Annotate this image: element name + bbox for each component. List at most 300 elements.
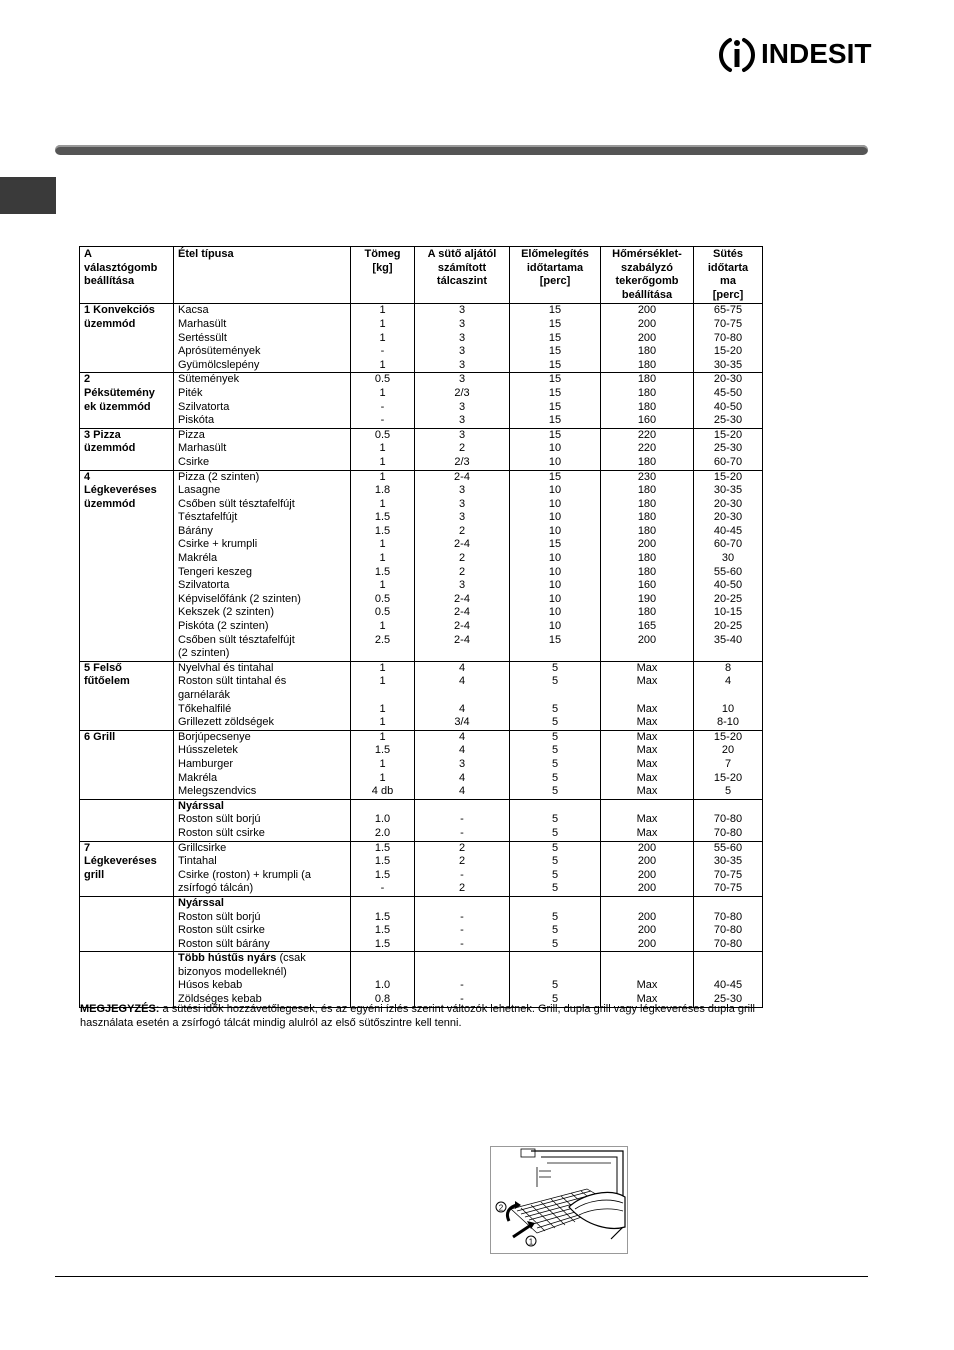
cell-line: 5 bbox=[551, 868, 559, 881]
table-row bbox=[80, 373, 763, 428]
cell-line: 35-40 bbox=[713, 633, 743, 646]
cell-line bbox=[419, 689, 505, 703]
cell-line: 1 bbox=[379, 771, 386, 784]
cell-line: 1 bbox=[379, 661, 386, 674]
cell-line: 5 Felső bbox=[84, 661, 122, 674]
cell-time bbox=[694, 304, 763, 373]
cell-line: 15 bbox=[548, 331, 562, 344]
cell-weight bbox=[351, 896, 415, 951]
cell-line: Kekszek (2 szinten) bbox=[178, 606, 274, 619]
cell-mode bbox=[80, 661, 174, 730]
table-row bbox=[80, 304, 763, 373]
table-row bbox=[80, 799, 763, 841]
cell-shelf bbox=[415, 661, 510, 730]
cell-line: 200 bbox=[637, 317, 657, 330]
cell-line: 70-75 bbox=[713, 317, 743, 330]
cell-line: 2/3 bbox=[454, 455, 470, 468]
cell-line: 15 bbox=[548, 538, 562, 551]
cell-line: 180 bbox=[637, 497, 657, 510]
cell-line: 230 bbox=[637, 470, 657, 483]
cell-shelf bbox=[415, 304, 510, 373]
cell-preheat bbox=[510, 896, 601, 951]
cell-line: Piskóta bbox=[178, 414, 215, 427]
cell-line: 45-50 bbox=[713, 386, 743, 399]
cell-line bbox=[605, 897, 689, 911]
cell-line: 20 bbox=[721, 744, 735, 757]
header-line: [kg] bbox=[372, 261, 393, 274]
cell-line: 3 bbox=[458, 497, 466, 510]
cell-line: 30 bbox=[721, 552, 735, 565]
cell-line: 10 bbox=[548, 484, 562, 497]
cell-line bbox=[605, 689, 689, 703]
cell-line bbox=[698, 647, 758, 661]
cell-line: 1.5 bbox=[374, 524, 391, 537]
cell-line: 200 bbox=[637, 304, 657, 317]
cell-line: fűtőelem bbox=[84, 675, 130, 688]
cell-line: 1 bbox=[379, 455, 386, 468]
cell-line: 70-75 bbox=[713, 882, 743, 895]
cell-line: 1 bbox=[379, 497, 386, 510]
cell-line: 15 bbox=[548, 470, 562, 483]
cell-line: Marhasült bbox=[178, 317, 227, 330]
cell-line: 1.5 bbox=[374, 910, 391, 923]
table-row bbox=[80, 952, 763, 1007]
cell-line: 15 bbox=[548, 386, 562, 399]
cell-line: 1 bbox=[379, 386, 386, 399]
cell-line: 5 bbox=[551, 813, 559, 826]
cell-line: 70-80 bbox=[713, 826, 743, 839]
cell-line: 25-30 bbox=[713, 442, 743, 455]
cell-line: zsírfogó tálcán) bbox=[178, 882, 254, 895]
cell-line: 190 bbox=[637, 592, 657, 605]
cell-line: 15-20 bbox=[713, 730, 743, 743]
cell-line: Nyelvhal és tintahal bbox=[178, 661, 274, 674]
cell-line: 2/3 bbox=[454, 386, 470, 399]
cell-line: 1 bbox=[379, 538, 386, 551]
cell-line: Piték bbox=[178, 386, 203, 399]
cell-line: Tésztafelfújt bbox=[178, 511, 238, 524]
cell-line: 5 bbox=[551, 882, 559, 895]
cell-line: üzemmód bbox=[84, 317, 136, 330]
cell-line: 3 bbox=[458, 428, 466, 441]
cell-line: 10 bbox=[548, 497, 562, 510]
header-line: Előmelegítés bbox=[521, 248, 589, 260]
cell-line: 4 bbox=[84, 470, 91, 483]
cell-line: Max bbox=[636, 826, 658, 839]
cell-line: 30-35 bbox=[713, 358, 743, 371]
cell-line: 180 bbox=[637, 484, 657, 497]
header-line: választógomb bbox=[84, 261, 158, 274]
cell-line: Roston sült borjú bbox=[178, 910, 261, 923]
cell-food bbox=[174, 896, 351, 951]
cell-line: 2-4 bbox=[454, 620, 470, 633]
cell-line: bizonyos modelleknél) bbox=[178, 965, 287, 978]
footer-rule bbox=[55, 1276, 868, 1277]
cell-line bbox=[419, 647, 505, 661]
cell-food bbox=[174, 841, 351, 896]
cell-line: 4 bbox=[458, 675, 466, 688]
cell-line: 3/4 bbox=[454, 716, 470, 729]
cell-line: 2.0 bbox=[374, 826, 391, 839]
cell-line: 40-45 bbox=[713, 979, 743, 992]
cell-line: 1 bbox=[379, 579, 386, 592]
cell-line: 70-80 bbox=[713, 937, 743, 950]
header-line: Tömeg bbox=[364, 248, 401, 260]
indesit-logo bbox=[716, 32, 876, 76]
cell-weight bbox=[351, 661, 415, 730]
language-tab bbox=[0, 177, 56, 214]
cell-line bbox=[698, 897, 758, 911]
note-label: MEGJEGYZÉS: bbox=[80, 1003, 160, 1015]
cell-line bbox=[514, 897, 596, 911]
cell-line: - bbox=[380, 414, 385, 427]
cell-line: 180 bbox=[637, 386, 657, 399]
table-row bbox=[80, 428, 763, 470]
cell-mode bbox=[80, 428, 174, 470]
cell-line: 1 bbox=[379, 757, 386, 770]
cell-line: 1.5 bbox=[374, 841, 391, 854]
header-line: A sütő aljától bbox=[427, 248, 497, 260]
cell-food bbox=[174, 952, 351, 1007]
cell-line: 2 bbox=[458, 524, 466, 537]
cell-line: Aprósütemények bbox=[178, 345, 261, 358]
cell-line: 5 bbox=[551, 771, 559, 784]
cell-weight bbox=[351, 373, 415, 428]
header-shelf-level bbox=[415, 247, 510, 304]
cell-weight bbox=[351, 304, 415, 373]
cell-line: 70-75 bbox=[713, 868, 743, 881]
cell-preheat bbox=[510, 661, 601, 730]
cell-shelf bbox=[415, 799, 510, 841]
cell-line: Max bbox=[636, 757, 658, 770]
cell-line: 70-80 bbox=[713, 924, 743, 937]
cell-line: Gyümölcslepény bbox=[178, 358, 260, 371]
cell-line: Csőben sült tésztafelfújt bbox=[178, 633, 295, 646]
cell-line: Max bbox=[636, 661, 658, 674]
cell-line: 3 bbox=[458, 358, 466, 371]
cell-weight bbox=[351, 428, 415, 470]
cell-time bbox=[694, 373, 763, 428]
cell-line: 3 bbox=[458, 345, 466, 358]
header-line: tekerőgomb bbox=[615, 275, 679, 288]
cell-line: 3 Pizza bbox=[84, 428, 121, 441]
cell-line: 1.0 bbox=[374, 813, 391, 826]
cell-line: 1 bbox=[379, 470, 386, 483]
cell-line: 10 bbox=[548, 592, 562, 605]
cell-line: Péksütemény bbox=[84, 386, 155, 399]
cell-line: - bbox=[380, 400, 385, 413]
cell-line: 20-30 bbox=[713, 497, 743, 510]
cell-line: 2 bbox=[84, 373, 91, 386]
cell-line: 15 bbox=[548, 373, 562, 386]
cell-line: 180 bbox=[637, 606, 657, 619]
cell-line bbox=[84, 897, 169, 911]
cell-line: 5 bbox=[551, 744, 559, 757]
cell-line: 20-25 bbox=[713, 620, 743, 633]
cell-line: 1 bbox=[379, 331, 386, 344]
cell-line: Max bbox=[636, 771, 658, 784]
cell-line: Roston sült tintahal és bbox=[178, 675, 287, 688]
cell-line: 200 bbox=[637, 882, 657, 895]
cell-shelf bbox=[415, 373, 510, 428]
cell-line: Max bbox=[636, 785, 658, 798]
cell-line: 7 bbox=[84, 841, 91, 854]
cell-line: 10 bbox=[721, 702, 735, 715]
cell-weight bbox=[351, 841, 415, 896]
cell-line: Melegszendvics bbox=[178, 785, 257, 798]
header-line: időtarta bbox=[707, 261, 749, 274]
table-header-row bbox=[80, 247, 763, 304]
table-row bbox=[80, 661, 763, 730]
cell-time bbox=[694, 841, 763, 896]
cell-line: 1.5 bbox=[374, 511, 391, 524]
cell-line: Húsos kebab bbox=[178, 979, 243, 992]
cell-line: 180 bbox=[637, 552, 657, 565]
cell-line bbox=[514, 647, 596, 661]
cell-line: 15 bbox=[548, 304, 562, 317]
cell-line: 2-4 bbox=[454, 592, 470, 605]
cell-line: 15 bbox=[548, 414, 562, 427]
cell-line: 5 bbox=[551, 785, 559, 798]
cell-line: Roston sült bárány bbox=[178, 937, 270, 950]
cell-line bbox=[419, 952, 505, 966]
table-row bbox=[80, 841, 763, 896]
cell-temp bbox=[601, 470, 694, 661]
cell-line: 60-70 bbox=[713, 538, 743, 551]
brand-name: INDESIT bbox=[761, 38, 872, 69]
cell-line: 3 bbox=[458, 400, 466, 413]
cell-line: 180 bbox=[637, 358, 657, 371]
cell-line: Szilvatorta bbox=[178, 400, 230, 413]
cell-preheat bbox=[510, 373, 601, 428]
cell-line: 180 bbox=[637, 400, 657, 413]
cell-line: 200 bbox=[637, 924, 657, 937]
cell-line: 25-30 bbox=[713, 993, 743, 1006]
cell-line: Max bbox=[636, 716, 658, 729]
cell-line: 5 bbox=[551, 855, 559, 868]
header-line: [perc] bbox=[539, 275, 571, 288]
cell-line: - bbox=[460, 826, 464, 839]
cell-line: 15-20 bbox=[713, 771, 743, 784]
header-temperature bbox=[601, 247, 694, 304]
cell-line-bold: Több hústűs nyárs bbox=[178, 952, 277, 965]
cell-line: 55-60 bbox=[713, 841, 743, 854]
cell-line: (2 szinten) bbox=[178, 647, 230, 660]
cell-temp bbox=[601, 428, 694, 470]
cell-line: 0.8 bbox=[374, 993, 391, 1006]
cell-line: 200 bbox=[637, 910, 657, 923]
header-line: tálcaszint bbox=[436, 275, 488, 288]
cell-line: Max bbox=[636, 730, 658, 743]
cell-line bbox=[605, 966, 689, 980]
cell-line: 5 bbox=[551, 730, 559, 743]
cell-line: 3 bbox=[458, 511, 466, 524]
cell-line: 0.5 bbox=[374, 606, 391, 619]
header-line: szabályzó bbox=[621, 261, 673, 274]
cell-line bbox=[419, 897, 505, 911]
cell-temp bbox=[601, 896, 694, 951]
cell-line: 2 bbox=[458, 552, 466, 565]
cell-shelf bbox=[415, 896, 510, 951]
cell-weight bbox=[351, 952, 415, 1007]
header-line: Étel típusa bbox=[178, 248, 234, 260]
cell-line: 8-10 bbox=[716, 716, 740, 729]
cell-line: 15-20 bbox=[713, 345, 743, 358]
cell-line bbox=[698, 689, 758, 703]
cell-line: 2 bbox=[458, 841, 466, 854]
cell-line: 2-4 bbox=[454, 470, 470, 483]
cell-line: 4 bbox=[458, 661, 466, 674]
cell-line bbox=[605, 647, 689, 661]
cell-line: Marhasült bbox=[178, 442, 227, 455]
cell-line: 200 bbox=[637, 538, 657, 551]
cell-shelf bbox=[415, 952, 510, 1007]
note-text: a sütési idők hozzávetőlegesek, és az egyéni ízlés szerint változók lehetnek. Grill, dupla grill vagy légkeveréses dupla grill használata esetén a zsírfogó tálcát mindig alulról az első sütőszintre kell tenni. bbox=[80, 1003, 755, 1029]
cell-line: 10-15 bbox=[713, 606, 743, 619]
cell-mode bbox=[80, 304, 174, 373]
cell-line: Tengeri keszeg bbox=[178, 565, 252, 578]
cell-line: - bbox=[460, 979, 464, 992]
cell-line: 1.5 bbox=[374, 565, 391, 578]
cell-line: 25-30 bbox=[713, 414, 743, 427]
cell-line: Bárány bbox=[178, 524, 213, 537]
cell-line: 1 bbox=[379, 304, 386, 317]
cell-line: Tőkehalfilé bbox=[178, 702, 232, 715]
cell-line: 1 bbox=[379, 442, 386, 455]
cell-mode bbox=[80, 952, 174, 1007]
cell-line: 200 bbox=[637, 633, 657, 646]
cell-line: 10 bbox=[548, 455, 562, 468]
cell-line: 40-45 bbox=[713, 524, 743, 537]
cell-line: 70-80 bbox=[713, 813, 743, 826]
cell-line: 70-80 bbox=[713, 910, 743, 923]
cell-line: Makréla bbox=[178, 771, 218, 784]
cell-line: 1 bbox=[379, 358, 386, 371]
cell-line bbox=[514, 952, 596, 966]
cell-line: - bbox=[460, 937, 464, 950]
cell-line: 3 bbox=[458, 331, 466, 344]
cell-line: 20-25 bbox=[713, 592, 743, 605]
cell-mode bbox=[80, 841, 174, 896]
cell-line: Pizza bbox=[178, 428, 205, 441]
cell-line: Roston sült csirke bbox=[178, 826, 265, 839]
cell-time bbox=[694, 428, 763, 470]
cell-shelf bbox=[415, 841, 510, 896]
cell-line: 3 bbox=[458, 484, 466, 497]
cell-line: 7 bbox=[724, 757, 732, 770]
cell-temp bbox=[601, 952, 694, 1007]
cell-line: 3 bbox=[458, 317, 466, 330]
header-line: Hőmérséklet- bbox=[612, 248, 682, 260]
cell-line: 20-30 bbox=[713, 511, 743, 524]
cell-line: Borjúpecsenye bbox=[178, 730, 251, 743]
cell-line bbox=[419, 800, 505, 814]
cell-line: Piskóta (2 szinten) bbox=[178, 620, 269, 633]
cell-line: 1.5 bbox=[374, 868, 391, 881]
cell-line: 5 bbox=[551, 937, 559, 950]
cell-line: 0.5 bbox=[374, 428, 391, 441]
cell-line: - bbox=[380, 882, 385, 895]
cell-line: 4 bbox=[458, 730, 466, 743]
header-line: Sütés bbox=[713, 248, 743, 260]
cell-line bbox=[514, 966, 596, 980]
cell-line: 0.5 bbox=[374, 592, 391, 605]
cell-line: 1 bbox=[379, 716, 386, 729]
cell-line: Hússzeletek bbox=[178, 744, 238, 757]
cell-line: Tintahal bbox=[178, 855, 217, 868]
cell-time bbox=[694, 470, 763, 661]
cell-food bbox=[174, 428, 351, 470]
cell-line: 15-20 bbox=[713, 428, 743, 441]
header-line: A bbox=[84, 248, 92, 260]
cell-line: - bbox=[460, 993, 464, 1006]
cell-line bbox=[178, 952, 346, 966]
cell-food bbox=[174, 470, 351, 661]
cell-line: 30-35 bbox=[713, 484, 743, 497]
cell-line: Csőben sült tésztafelfújt bbox=[178, 497, 295, 510]
cell-line bbox=[698, 800, 758, 814]
cell-line: Légkeveréses bbox=[84, 484, 157, 497]
header-mode bbox=[80, 247, 174, 304]
cell-line bbox=[698, 966, 758, 980]
cell-line: Max bbox=[636, 993, 658, 1006]
cooking-table bbox=[79, 246, 763, 1008]
cell-line: 180 bbox=[637, 565, 657, 578]
cell-line: 1.5 bbox=[374, 744, 391, 757]
cell-line: Csirke + krumpli bbox=[178, 538, 258, 551]
cell-line: Nyárssal bbox=[178, 799, 224, 812]
cell-line: 4 bbox=[724, 675, 732, 688]
cell-preheat bbox=[510, 952, 601, 1007]
cell-line: 3 bbox=[458, 304, 466, 317]
cell-line: ek üzemmód bbox=[84, 400, 151, 413]
cell-line: 10 bbox=[548, 606, 562, 619]
cell-line: 1 bbox=[379, 675, 386, 688]
cell-line bbox=[355, 800, 410, 814]
cell-line: Hamburger bbox=[178, 757, 234, 770]
cell-line: - bbox=[380, 345, 385, 358]
cell-line bbox=[514, 689, 596, 703]
cell-line: garnélarák bbox=[178, 689, 230, 701]
cell-line: 160 bbox=[637, 579, 657, 592]
cell-weight bbox=[351, 470, 415, 661]
table-row bbox=[80, 730, 763, 799]
cell-line: Max bbox=[636, 702, 658, 715]
cell-line: 180 bbox=[637, 524, 657, 537]
cell-mode bbox=[80, 470, 174, 661]
cell-line: 20-30 bbox=[713, 373, 743, 386]
cell-line bbox=[698, 952, 758, 966]
cell-weight bbox=[351, 799, 415, 841]
header-line: beállítása bbox=[84, 275, 135, 288]
cell-line: Max bbox=[636, 675, 658, 688]
cell-line: 60-70 bbox=[713, 455, 743, 468]
cell-mode bbox=[80, 896, 174, 951]
cell-mode bbox=[80, 373, 174, 428]
cell-line: 15-20 bbox=[713, 470, 743, 483]
cell-line: - bbox=[460, 868, 464, 881]
cell-temp bbox=[601, 373, 694, 428]
cell-preheat bbox=[510, 470, 601, 661]
cell-line: Csirke bbox=[178, 455, 210, 468]
cell-preheat bbox=[510, 841, 601, 896]
cell-line: 10 bbox=[548, 552, 562, 565]
cell-line bbox=[84, 952, 169, 966]
cell-line: 2 bbox=[458, 855, 466, 868]
cell-line: 220 bbox=[637, 428, 657, 441]
cell-line: 180 bbox=[637, 511, 657, 524]
cell-line: 10 bbox=[548, 579, 562, 592]
